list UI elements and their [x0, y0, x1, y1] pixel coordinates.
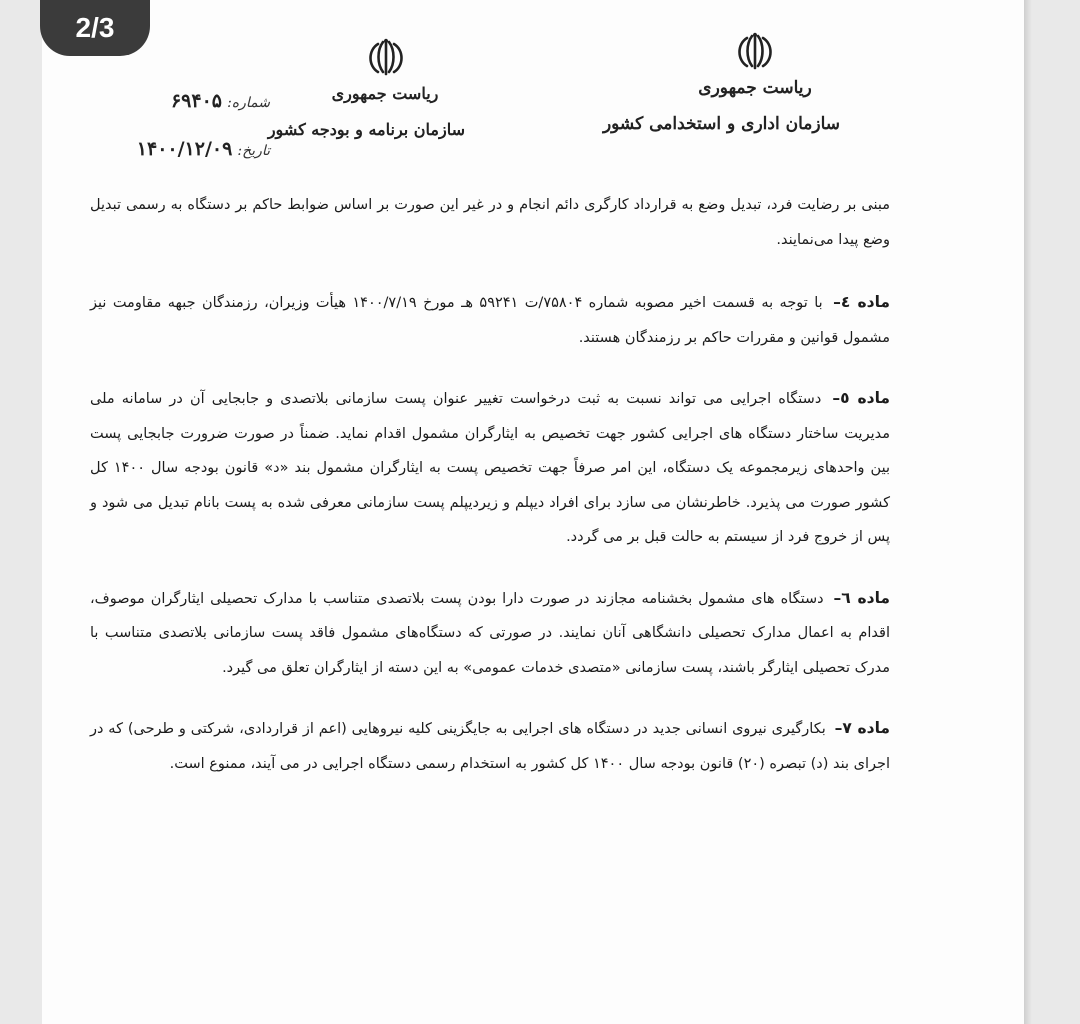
letter-number-label: شماره:: [227, 95, 270, 111]
iran-emblem-icon: [364, 38, 408, 78]
page-indicator-badge: 2/3: [40, 0, 150, 56]
letter-number-value: ۶۹۴۰۵: [170, 90, 222, 112]
article-6: [90, 581, 890, 686]
article-7: [90, 711, 890, 781]
header-right-line2: سازمان اداری و استخدامی کشور: [602, 114, 840, 134]
article-text: بکارگیری نیروی انسانی جدید در دستگاه های اجرایی به جایگزینی کلیه نیروهایی (اعم از قراردادی، شرکتی و طرحی) که در اجرای بند (د) تبصره (۲۰) قانون بودجه سال ۱۴۰۰ کل کشور به استخدام رسمی دستگاه اجرایی در می آیند، ممنوع است.: [90, 721, 890, 772]
article-4: [90, 285, 890, 355]
header-right-line1: ریاست جمهوری: [698, 78, 812, 98]
paragraph-text: مبنی بر رضایت فرد، تبدیل وضع به قرارداد کارگری دائم انجام و در غیر این صورت بر اساس ضوابط حاکم بر دستگاه به رسمی تبدیل وضع پیدا می‌نمایند.: [90, 197, 890, 248]
article-title: ماده ٦–: [833, 588, 890, 607]
page-edge-shadow: [1024, 0, 1032, 1024]
document-body: [90, 188, 890, 807]
article-title: ماده ٥–: [832, 389, 891, 407]
article-text: با توجه به قسمت اخیر مصوبه شماره ۷۵۸۰۴/ت ۵۹۲۴۱ هـ مورخ ۱۴۰۰/۷/۱۹ هیأت وزیران، رزمندگان جبهه مقاومت نیز مشمول قوانین و مقررات حاکم بر رزمندگان هستند.: [90, 295, 890, 346]
article-text: دستگاه اجرایی می تواند نسبت به ثبت درخواست تغییر عنوان پست سازمانی بلاتصدی و جابجایی آن در سامانه ملی مدیریت ساختار دستگاه های اجرایی کشور جهت تخصیص به ایثارگران مشمول اقدام نماید. ضمناً در صورت ضرورت جابجایی پست بین واحدهای زیرمجموعه یک دستگاه، این امر صرفاً جهت تخصیص پست به ایثارگران مشمول بند «د» قانون بودجه سال ۱۴۰۰ کل کشور صورت می پذیرد. خاطرنشان می سازد برای افراد دیپلم و زیردیپلم پست سازمانی معرفی شده به پست بانام تبدیل می شود و پس از خروج فرد از سیستم به حالت قبل بر می گردد.: [90, 391, 890, 545]
header-center-line2: سازمان برنامه و بودجه کشور: [267, 120, 465, 139]
letter-date-row: [100, 138, 270, 160]
header-center-line1: ریاست جمهوری: [331, 84, 439, 103]
letter-date-label: تاریخ:: [237, 143, 270, 159]
letter-number-row: [135, 90, 270, 112]
letter-date-value: ۱۴۰۰/۱۲/۰۹: [136, 138, 233, 160]
paragraph-continuation: [90, 188, 890, 257]
article-text: دستگاه های مشمول بخشنامه مجازند در صورت دارا بودن پست بلاتصدی متناسب با مدارک تحصیلی ایثارگران موصوف، اقدام به اعمال مدارک تحصیلی دانشگاهی آنان نمایند. در صورتی که دستگاه‌های مشمول فاقد پست سازمانی بلاتصدی متناسب با مدرک تحصیلی ایثارگر باشند، پست سازمانی «متصدی خدمات عمومی» به این دسته از ایثارگران تعلق می گیرد.: [90, 590, 890, 676]
iran-emblem-icon: [733, 32, 777, 72]
article-5: [90, 381, 890, 555]
article-title: ماده ٤–: [833, 293, 891, 311]
article-title: ماده ٧–: [834, 719, 891, 737]
